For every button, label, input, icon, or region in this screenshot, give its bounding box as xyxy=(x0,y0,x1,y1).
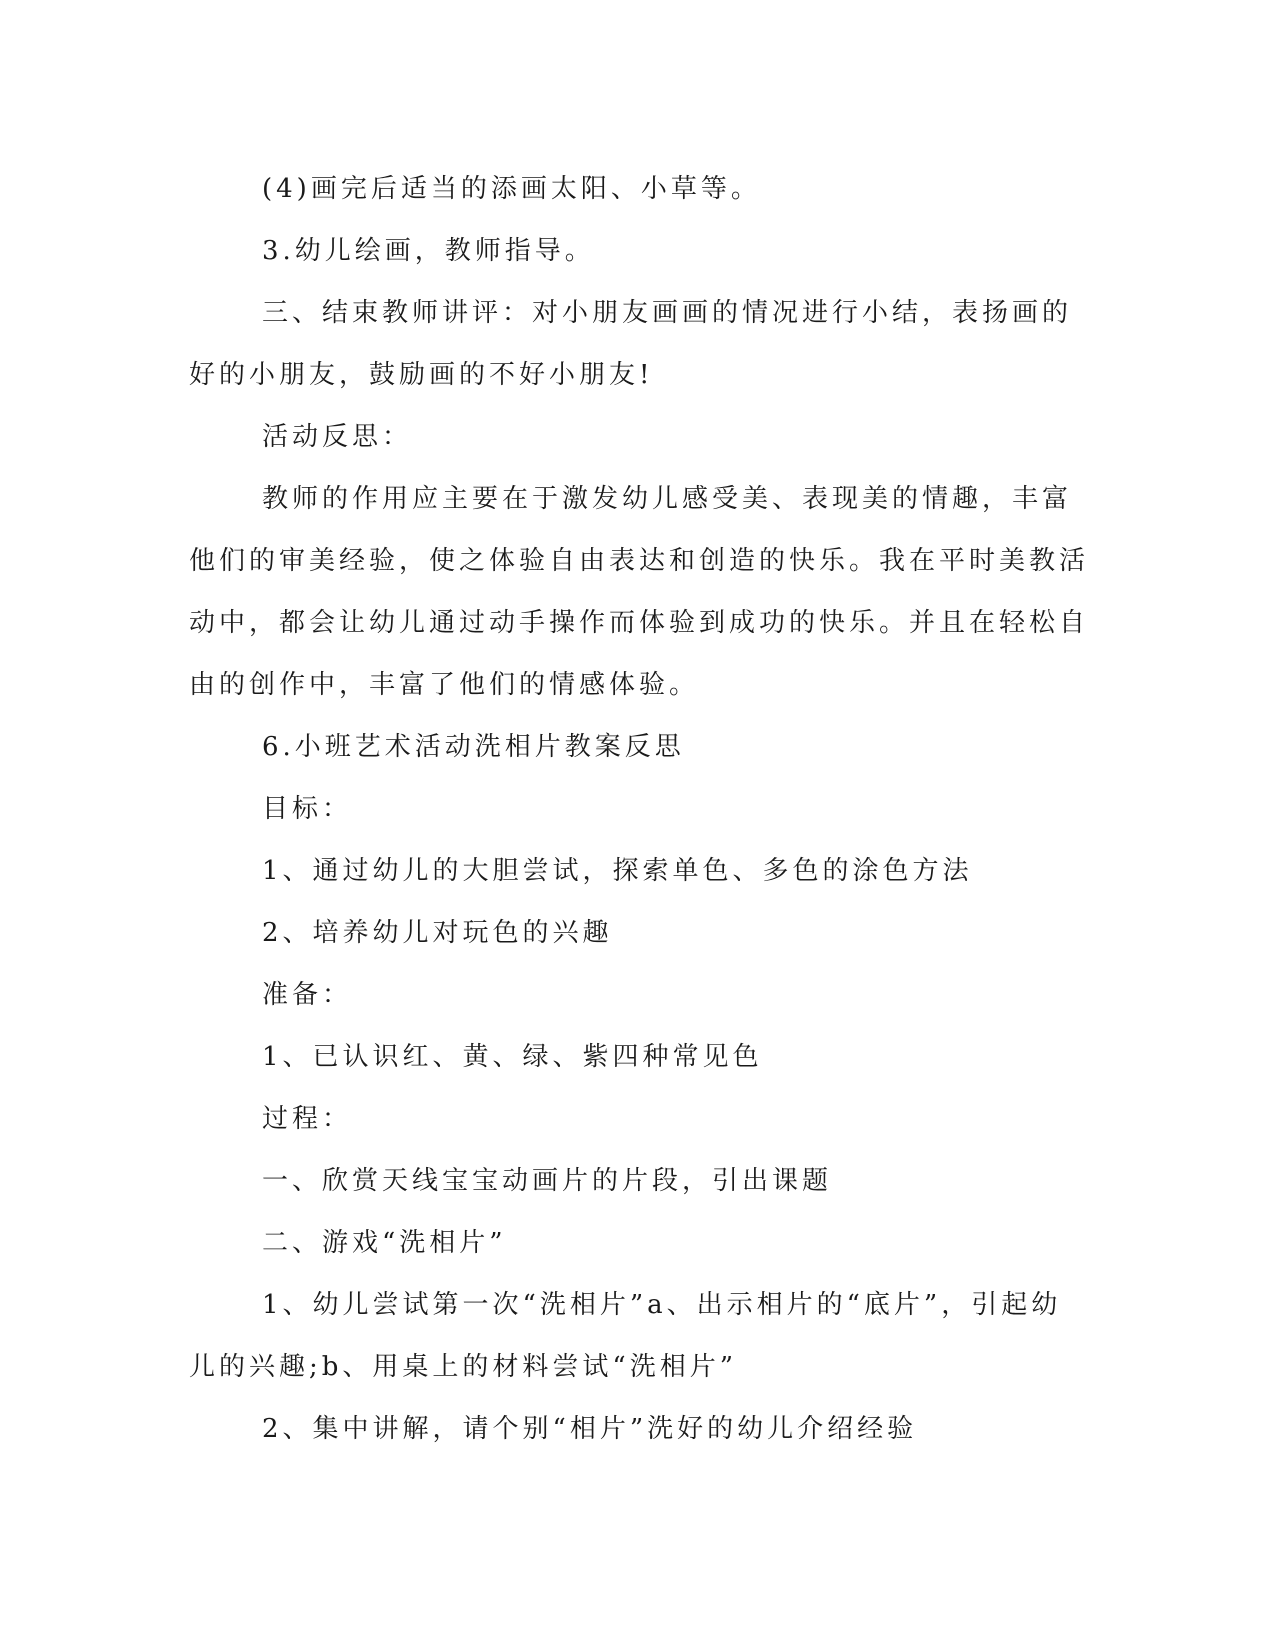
paragraph-children-drawing: 3.幼儿绘画，教师指导。 xyxy=(262,236,595,266)
document-body xyxy=(189,158,1089,1460)
heading-process: 过程： xyxy=(262,1104,353,1134)
heading-activity-reflection: 活动反思： xyxy=(262,422,413,452)
list-item-goal-1: 1、通过幼儿的大胆尝试，探索单色、多色的涂色方法 xyxy=(262,856,973,886)
list-item-process-1: 一、欣赏天线宝宝动画片的片段，引出课题 xyxy=(262,1166,833,1196)
paragraph-step-4-add-sun-grass: (4)画完后适当的添画太阳、小草等。 xyxy=(262,174,761,204)
paragraph-reflection-body: 教师的作用应主要在于激发幼儿感受美、表现美的情趣，丰富他们的审美经验，使之体验自由表达和创造的快乐。我在平时美教活动中，都会让幼儿通过动手操作而体验到成功的快乐。并且在轻松自由的创作中，丰富了他们的情感体验。 xyxy=(189,484,1090,700)
list-item-process-2-step-1: 1、幼儿尝试第一次“洗相片”a、出示相片的“底片”，引起幼儿的兴趣;b、用桌上的材料尝试“洗相片” xyxy=(189,1290,1062,1382)
paragraph-teacher-review: 三、结束教师讲评：对小朋友画画的情况进行小结，表扬画的好的小朋友，鼓励画的不好小朋友! xyxy=(189,298,1073,390)
list-item-preparation-1: 1、已认识红、黄、绿、紫四种常见色 xyxy=(262,1042,763,1072)
list-item-process-2-step-2: 2、集中讲解，请个别“相片”洗好的幼儿介绍经验 xyxy=(262,1414,918,1444)
heading-preparation: 准备： xyxy=(262,980,353,1010)
list-item-goal-2: 2、培养幼儿对玩色的兴趣 xyxy=(262,918,613,948)
list-item-process-2: 二、游戏“洗相片” xyxy=(262,1228,507,1258)
heading-goals: 目标： xyxy=(262,794,353,824)
heading-lesson-6-title: 6.小班艺术活动洗相片教案反思 xyxy=(262,732,685,762)
